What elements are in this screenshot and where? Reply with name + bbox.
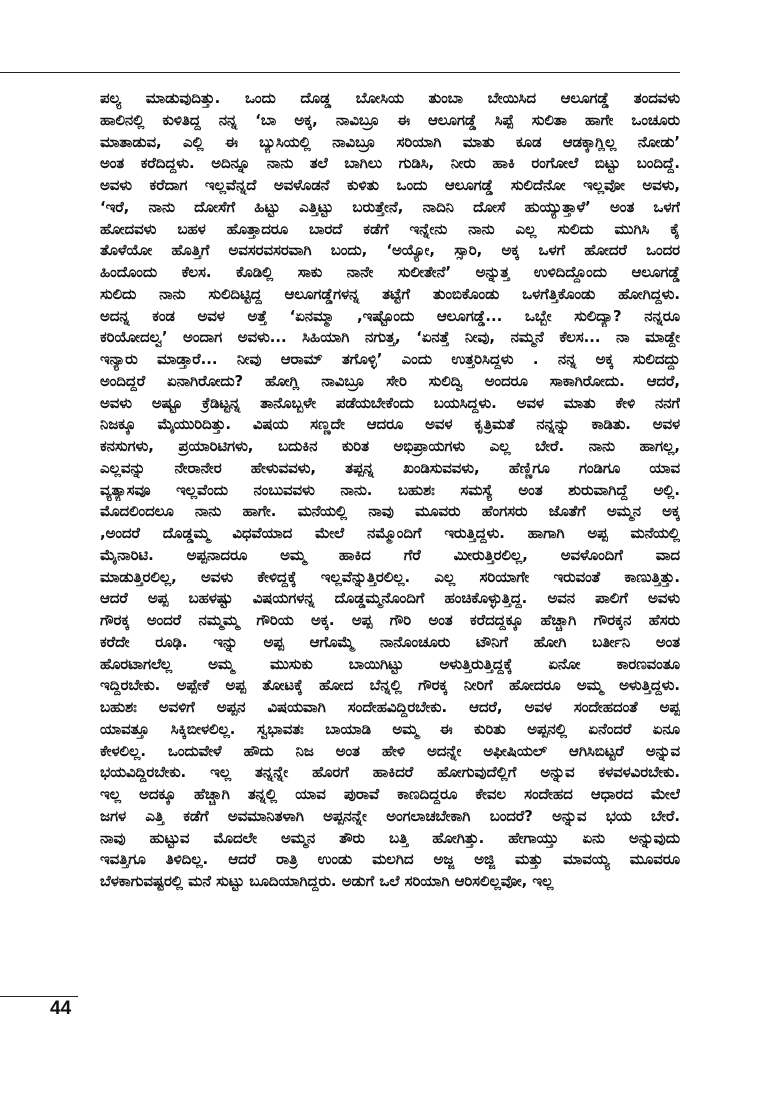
text-line: ಹಿಂದೊಂದು ಕೆಲಸ. ಕೊಡಿಲ್ಲಿ ಸಾಕು ನಾನೇ ಸುಲೀತೇನೆ’ ಅನ್ನುತ್ತ ಉಳಿದಿದ್ದೊಂದು ಆಲೂಗಡ್ಡೆ (100, 264, 680, 281)
text-line: ಅಂದಿದ್ದರೆ ಏನಾಗಿರೋದು? ಹೋಗ್ಲಿ ನಾವಿಬ್ರೂ ಸೇರಿ ಸುಲಿದ್ವಿ ಅಂದರೂ ಸಾಕಾಗಿರೋದು. ಆದರೆ, (100, 372, 680, 390)
text-line: ಮಾಡುತ್ತಿರಲಿಲ್ಲ, ಅವಳು ಕೇಳಿದ್ದಕ್ಕೆ ಇಲ್ಲವೆನ್ನುತ್ತಿರಲಿಲ್ಲ. ಎಲ್ಲ ಸರಿಯಾಗೇ ಇರುವಂತೆ ಕಾಣುತ್ತಿತ್ತು. (100, 568, 680, 586)
text-line: ಅವಳು ಕರೆದಾಗ ಇಲ್ಲವೆನ್ನದೆ ಅವಳೊಡನೆ ಕುಳಿತು ಒಂದು ಆಲೂಗಡ್ಡೆ ಸುಲಿದೆನೋ ಇಲ್ಲವೋ ಅವಳು, (100, 177, 680, 194)
text-line: ವ್ಯತ್ಯಾಸವೂ ಇಲ್ಲವೆಂದು ನಂಬುವವಳು ನಾನು. ಬಹುಶಃ ಸಮಸ್ಯೆ ಅಂತ ಶುರುವಾಗಿದ್ದೆ ಅಲ್ಲಿ. (100, 481, 680, 499)
text-line: ಕರೆದೇ ರೂಢಿ. ಇನ್ನು ಅಪ್ಪ ಆಗೊಮ್ಮೆ ನಾನೊಂಚೂರು ಟೌನಿಗೆ ಹೋಗಿ ಬರ್ತೀನಿ ಅಂತ (100, 633, 680, 651)
text-line: ಇದ್ದಿರಬೇಕು. ಅಪ್ಪೇಕೆ ಅಪ್ಪ ತೋಟಕ್ಕೆ ಹೋದ ಬೆನ್ನಲ್ಲಿ ಗೌರಕ್ಕ ನೀರಿಗೆ ಹೋದರೂ ಅಮ್ಮ ಅಳುತ್ತಿದ್ದಳು. (100, 677, 680, 695)
text-line: ಅವಳು ಅಷ್ಟೂ ಕ್ರೆಡಿಟ್ಟನ್ನ ತಾನೊಬ್ಬಳೇ ಪಡೆಯಬೇಕೆಂದು ಬಯಸಿದ್ದಳು. ಅವಳ ಮಾತು ಕೇಳಿ ನನಗೆ (100, 394, 680, 412)
text-line: ಇಲ್ಲ ಅದಕ್ಕೂ ಹೆಚ್ಚಾಗಿ ತನ್ನಲ್ಲಿ ಯಾವ ಪುರಾವೆ ಕಾಣದಿದ್ದರೂ ಕೇವಲ ಸಂದೇಹದ ಆಧಾರದ ಮೇಲೆ (100, 786, 680, 803)
text-line: ಮೊದಲಿಂದಲೂ ನಾನು ಹಾಗೇ. ಮನೆಯಲ್ಲಿ ನಾವು ಮೂವರು ಹೆಂಗಸರು ಜೊತೆಗೆ ಅಮ್ಮನ ಅಕ್ಕ (100, 503, 680, 521)
text-line: ಇವತ್ತಿಗೂ ತಿಳಿದಿಲ್ಲ. ಆದರೆ ರಾತ್ರಿ ಉಂಡು ಮಲಗಿದ ಅಜ್ಜ ಅಜ್ಜಿ ಮತ್ತು ಮಾವಯ್ಯ ಮೂವರೂ (100, 851, 680, 869)
text-line: ಹೊರಟಾಗಲೆಲ್ಲ ಅಮ್ಮ ಮುಸುಕು ಬಾಯಿಗಿಟ್ಟು ಅಳುತ್ತಿರುತ್ತಿದ್ದಕ್ಕೆ ಏನೋ ಕಾರಣವಂತೂ (100, 655, 680, 673)
text-line: ‘ಇರೆ, ನಾನು ದೋಸೆಗೆ ಹಿಟ್ಟು ಎತ್ತಿಟ್ಟು ಬರುತ್ತೇನೆ, ನಾದಿನಿ ದೋಸೆ ಹುಯ್ಯುತ್ತಾಳೆ’ ಅಂತ ಒಳಗೆ (100, 198, 680, 216)
text-line: ಗೌರಕ್ಕ ಅಂದರೆ ನಮ್ಮಮ್ಮ ಗೌರಿಯ ಅಕ್ಕ. ಅಪ್ಪ ಗೌರಿ ಅಂತ ಕರೆದದ್ದಕ್ಕೂ ಹೆಚ್ಚಾಗಿ ಗೌರಕ್ಕನ ಹೆಸರು (100, 612, 680, 629)
text-line: ,ಅಂದರೆ ದೊಡ್ಡಮ್ಮ ವಿಧವೆಯಾದ ಮೇಲೆ ನಮ್ಮೊಂದಿಗೆ ಇರುತ್ತಿದ್ದಳು. ಹಾಗಾಗಿ ಅಪ್ಪ ಮನೆಯಲ್ಲಿ (100, 525, 680, 542)
text-line: ಕನಸುಗಳು, ಪ್ರಯಾರಿಟಿಗಳು, ಬದುಕಿನ ಕುರಿತ ಅಭಿಪ್ರಾಯಗಳು ಎಲ್ಲ ಬೇರೆ. ನಾನು ಹಾಗಲ್ಲ, (100, 438, 680, 455)
text-line: ಎಲ್ಲವನ್ನು ನೇರಾನೇರ ಹೇಳುವವಳು, ತಪ್ಪನ್ನ ಖಂಡಿಸುವವಳು, ಹೆಣ್ಣಿಗೂ ಗಂಡಿಗೂ ಯಾವ (100, 459, 680, 477)
text-line: ಅದನ್ನ ಕಂಡ ಅವಳ ಅತ್ತೆ ‘ಏನಮ್ಮಾ ,ಇಷ್ಟೊಂದು ಆಲೂಗಡ್ಡೆ... ಒಬ್ಬೇ ಸುಲಿದ್ಯಾ? ನನ್ನರೂ (100, 307, 680, 325)
text-line: ತೊಳೆಯೋ ಹೊತ್ತಿಗೆ ಅವಸರವಸರವಾಗಿ ಬಂದು, ‘ಅಯ್ಯೋ, ಸ್ಸಾರಿ, ಅಕ್ಕ ಒಳಗೆ ಹೋದರೆ ಒಂದರ (100, 242, 680, 260)
text-line: ಭಯವಿದ್ದಿರಬೇಕು. ಇಲ್ಲ ತನ್ನನ್ನೇ ಹೊರಗೆ ಹಾಕಿದರೆ ಹೋಗುವುದೆಲ್ಲಿಗೆ ಅನ್ನುವ ಕಳವಳವಿರಬೇಕು. (100, 764, 680, 782)
text-line: ಮಾತಾಡುವ, ಎಲ್ಲಿ ಈ ಬ್ಯುಸಿಯಲ್ಲಿ ನಾವಿಬ್ರೂ ಸರಿಯಾಗಿ ಮಾತು ಕೂಡ ಆಡಕ್ಕಾಗ್ಲಿಲ್ಲ ನೋಡು’ (100, 133, 680, 151)
text-line: ಬೆಳಕಾಗುವಷ್ಟರಲ್ಲಿ ಮನೆ ಸುಟ್ಟು ಬೂದಿಯಾಗಿದ್ದರು. ಅಡುಗೆ ಒಲೆ ಸರಿಯಾಗಿ ಆರಿಸಲಿಲ್ಲವೋ, ಇಲ್ಲ (100, 873, 554, 890)
footer-divider (0, 996, 78, 997)
text-line: ಇನ್ಯಾರು ಮಾಡ್ತಾರೆ... ನೀವು ಆರಾಮ್ ತಗೊಳ್ಳಿ’ ಎಂದು ಉತ್ತರಿಸಿದ್ದಳು . ನನ್ನ ಅಕ್ಕ ಸುಲಿದದ್ದು (100, 351, 680, 368)
text-line: ಸುಲಿದು ನಾನು ಸುಲಿದಿಟ್ಟಿದ್ದ ಆಲೂಗಡ್ಡೆಗಳನ್ನ ತಟ್ಟೆಗೆ ತುಂಬಿಕೊಂಡು ಒಳಗೆತ್ತಿಕೊಂಡು ಹೋಗಿದ್ದಳು. (100, 285, 680, 303)
text-line: ಪಲ್ಯ ಮಾಡುವುದಿತ್ತು. ಒಂದು ದೊಡ್ಡ ಬೋಸಿಯ ತುಂಬಾ ಬೇಯಿಸಿದ ಆಲೂಗಡ್ಡೆ ತಂದವಳು (100, 90, 680, 107)
text-line: ಮೈನಾರಿಟಿ. ಅಪ್ಪನಾದರೂ ಅಮ್ಮ ಹಾಕಿದ ಗೆರೆ ಮೀರುತ್ತಿರಲಿಲ್ಲ, ಅವಳೊಂದಿಗೆ ವಾದ (100, 546, 680, 564)
text-line: ಕೇಳಲಿಲ್ಲ. ಒಂದುವೇಳೆ ಹೌದು ನಿಜ ಅಂತ ಹೇಳಿ ಅದನ್ನೇ ಅಫೀಷಿಯಲ್ ಆಗಿಸಿಬಿಟ್ಟರೆ ಅನ್ನುವ (100, 742, 680, 760)
text-line: ಜಗಳ ಎತ್ತಿ ಕಡೆಗೆ ಅವಮಾನಿತಳಾಗಿ ಅಪ್ಪನನ್ನೇ ಅಂಗಲಾಚಬೇಕಾಗಿ ಬಂದರೆ? ಅನ್ನುವ ಭಯ ಬೇರೆ. (100, 807, 680, 825)
text-line: ನಾವು ಹುಟ್ಟುವ ಮೊದಲೇ ಅಮ್ಮನ ತೌರು ಬತ್ತಿ ಹೋಗಿತ್ತು. ಹೇಗಾಯ್ತು ಏನು ಅನ್ನುವುದು (100, 829, 680, 847)
top-divider (0, 72, 680, 73)
text-line: ನಿಜಕ್ಕೂ ಮೈಯುರಿದಿತ್ತು. ವಿಷಯ ಸಣ್ಣದೇ ಆದರೂ ಅವಳ ಕೃತ್ರಿಮತೆ ನನ್ನನ್ನು ಕಾಡಿತು. ಅವಳ (100, 416, 680, 434)
body-text (100, 88, 680, 893)
page-number: 44 (50, 998, 72, 1019)
text-line: ಯಾವತ್ತೂ ಸಿಕ್ಕಿಬೀಳಲಿಲ್ಲ. ಸ್ವಭಾವತಃ ಬಾಯಾಡಿ ಅಮ್ಮ ಈ ಕುರಿತು ಅಪ್ಪನಲ್ಲಿ ಏನೆಂದರೆ ಏನೂ (100, 720, 680, 738)
text-line: ಆದರೆ ಅಪ್ಪ ಬಹಳಷ್ಟು ವಿಷಯಗಳನ್ನ ದೊಡ್ಡಮ್ಮನೊಂದಿಗೆ ಹಂಚಿಕೊಳ್ಳುತ್ತಿದ್ದ. ಅವನ ಪಾಲಿಗೆ ಅವಳು (100, 590, 680, 608)
text-line: ಹಾಲಿನಲ್ಲಿ ಕುಳಿತಿದ್ದ ನನ್ನ ‘ಬಾ ಅಕ್ಕ, ನಾವಿಬ್ರೂ ಈ ಆಲೂಗಡ್ಡೆ ಸಿಪ್ಪೆ ಸುಲಿತಾ ಹಾಗೇ ಒಂಚೂರು (100, 111, 680, 129)
text-line: ಹೋದವಳು ಬಹಳ ಹೊತ್ತಾದರೂ ಬಾರದೆ ಕಡೆಗೆ ಇನ್ನೇನು ನಾನು ಎಲ್ಲ ಸುಲಿದು ಮುಗಿಸಿ ಕೈ (100, 220, 680, 238)
text-line: ಬಹುಶಃ ಅವಳಿಗೆ ಅಪ್ಪನ ವಿಷಯವಾಗಿ ಸಂದೇಹವಿದ್ದಿರಬೇಕು. ಆದರೆ, ಅವಳ ಸಂದೇಹದಂತೆ ಅಪ್ಪ (100, 699, 680, 716)
text-line: ಅಂತ ಕರೆದಿದ್ದಳು. ಅದಿನ್ನೂ ನಾನು ತಲೆ ಬಾಗಿಲು ಗುಡಿಸಿ, ನೀರು ಹಾಕಿ ರಂಗೋಲೆ ಬಿಟ್ಟು ಬಂದಿದ್ದೆ. (100, 155, 680, 173)
text-line: ಕರಿಯೋದಲ್ವ’ ಅಂದಾಗ ಅವಳು... ಸಿಹಿಯಾಗಿ ನಗುತ್ತ, ‘ಏನತ್ತೆ ನೀವು, ನಮ್ಮನೆ ಕೆಲಸ... ನಾ ಮಾಡ್ದೇ (100, 329, 680, 347)
